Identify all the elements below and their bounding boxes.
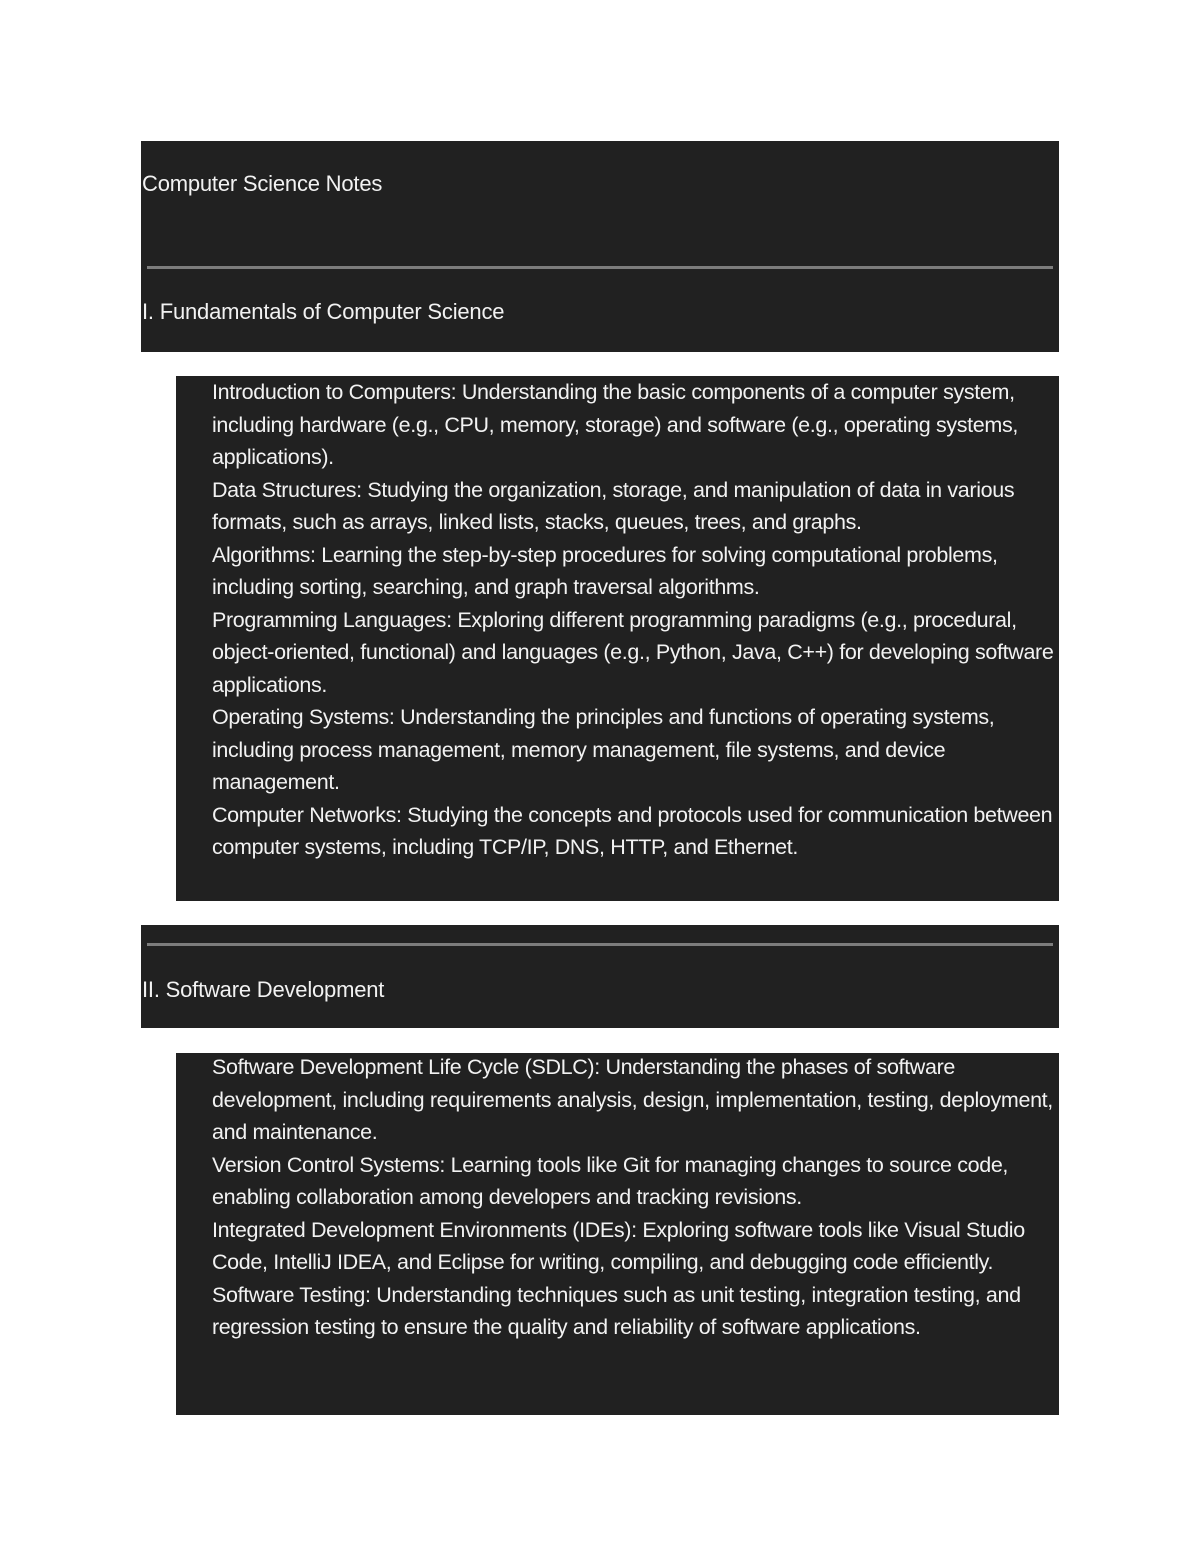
section-list-software-development (176, 1053, 1059, 1415)
list-item: Version Control Systems: Learning tools like Git for managing changes to source code, enabling collaboration among developers and tracking revisions. (212, 1152, 1009, 1209)
list-item: Algorithms: Learning the step-by-step procedures for solving computational problems, including sorting, searching, and graph traversal algorithms. (212, 542, 998, 599)
document-title: Computer Science Notes (142, 171, 383, 196)
horizontal-rule (147, 266, 1053, 269)
list-item: Data Structures: Studying the organization, storage, and manipulation of data in various formats, such as arrays, linked lists, stacks, queues, trees, and graphs. (212, 477, 1015, 534)
horizontal-rule (147, 943, 1053, 946)
list-item: Integrated Development Environments (IDEs): Exploring software tools like Visual Studio Code, IntelliJ IDEA, and Eclipse for writing, compiling, and debugging code efficiently. (212, 1217, 1025, 1274)
section-header-software-development (141, 925, 1059, 1028)
list-item: Software Testing: Understanding techniques such as unit testing, integration testing, and regression testing to ensure the quality and reliability of software applications. (212, 1282, 1021, 1339)
section-heading-software-development: II. Software Development (142, 977, 385, 1002)
list-item: Introduction to Computers: Understanding the basic components of a computer system, including hardware (e.g., CPU, memory, storage) and software (e.g., operating systems, applications). (212, 380, 1018, 469)
list-item: Software Development Life Cycle (SDLC): Understanding the phases of software development, including requirements analysis, design, implementation, testing, deployment, and maintenance. (212, 1055, 1053, 1144)
list-item: Programming Languages: Exploring different programming paradigms (e.g., procedural, object-oriented, functional) and languages (e.g., Python, Java, C++) for developing software applications. (212, 607, 1054, 697)
section-heading-fundamentals: I. Fundamentals of Computer Science (142, 299, 505, 324)
list-item: Operating Systems: Understanding the principles and functions of operating systems, including process management, memory management, file systems, and device management. (212, 705, 995, 794)
list-item: Computer Networks: Studying the concepts and protocols used for communication between computer systems, including TCP/IP, DNS, HTTP, and Ethernet. (212, 802, 1053, 859)
section-list-fundamentals (176, 376, 1059, 901)
document-header (141, 141, 1059, 352)
